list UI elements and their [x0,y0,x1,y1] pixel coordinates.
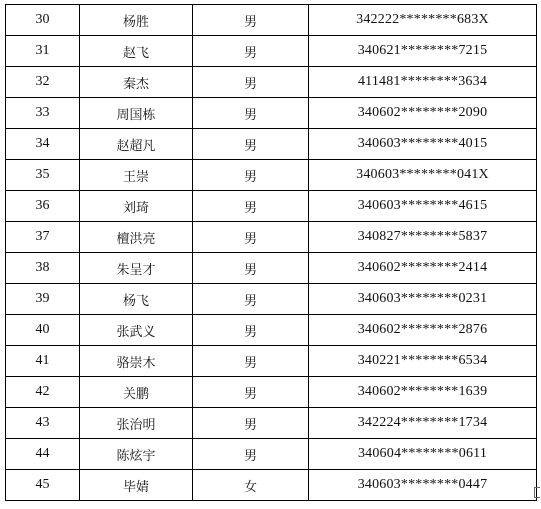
id-number-cell: 340221********6534 [309,346,537,377]
id-number-cell: 340603********4015 [309,129,537,160]
name-cell: 骆崇木 [80,346,193,377]
table-row [6,222,537,253]
name-cell: 张治明 [80,408,193,439]
page-edge-mark [534,487,540,498]
row-number-cell: 32 [6,67,80,98]
id-number-cell: 340604********0611 [309,439,537,470]
table-row [6,98,537,129]
gender-cell: 男 [193,284,309,315]
id-number-cell: 340602********2414 [309,253,537,284]
id-number-cell: 340603********4615 [309,191,537,222]
table-row [6,36,537,67]
gender-cell: 男 [193,129,309,160]
id-number-cell: 340621********7215 [309,36,537,67]
table-row [6,377,537,408]
table-row [6,191,537,222]
id-number-cell: 340603********0231 [309,284,537,315]
name-cell: 檀洪亮 [80,222,193,253]
row-number-cell: 43 [6,408,80,439]
gender-cell: 女 [193,470,309,501]
gender-cell: 男 [193,315,309,346]
id-number-cell: 340827********5837 [309,222,537,253]
id-number-cell: 340603********041X [309,160,537,191]
row-number-cell: 39 [6,284,80,315]
table-row [6,439,537,470]
id-number-cell: 342222********683X [309,5,537,36]
roster-body [6,5,537,501]
gender-cell: 男 [193,67,309,98]
table-row [6,67,537,98]
gender-cell: 男 [193,439,309,470]
name-cell: 陈炫宇 [80,439,193,470]
row-number-cell: 37 [6,222,80,253]
table-row [6,5,537,36]
gender-cell: 男 [193,253,309,284]
row-number-cell: 36 [6,191,80,222]
gender-cell: 男 [193,36,309,67]
gender-cell: 男 [193,98,309,129]
name-cell: 朱呈才 [80,253,193,284]
name-cell: 毕婧 [80,470,193,501]
roster-table [5,4,537,501]
name-cell: 赵超凡 [80,129,193,160]
id-number-cell: 340602********2090 [309,98,537,129]
gender-cell: 男 [193,5,309,36]
gender-cell: 男 [193,191,309,222]
table-row [6,470,537,501]
id-number-cell: 340603********0447 [309,470,537,501]
name-cell: 杨胜 [80,5,193,36]
table-row [6,253,537,284]
id-number-cell: 411481********3634 [309,67,537,98]
row-number-cell: 44 [6,439,80,470]
id-number-cell: 340602********2876 [309,315,537,346]
name-cell: 周国栋 [80,98,193,129]
table-row [6,408,537,439]
row-number-cell: 33 [6,98,80,129]
row-number-cell: 31 [6,36,80,67]
id-number-cell: 340602********1639 [309,377,537,408]
table-row [6,346,537,377]
gender-cell: 男 [193,160,309,191]
name-cell: 王崇 [80,160,193,191]
name-cell: 秦杰 [80,67,193,98]
table-row [6,315,537,346]
row-number-cell: 42 [6,377,80,408]
gender-cell: 男 [193,222,309,253]
gender-cell: 男 [193,377,309,408]
row-number-cell: 38 [6,253,80,284]
table-row [6,284,537,315]
name-cell: 赵飞 [80,36,193,67]
row-number-cell: 34 [6,129,80,160]
row-number-cell: 35 [6,160,80,191]
row-number-cell: 41 [6,346,80,377]
name-cell: 关鹏 [80,377,193,408]
row-number-cell: 40 [6,315,80,346]
id-number-cell: 342224********1734 [309,408,537,439]
row-number-cell: 45 [6,470,80,501]
table-row [6,160,537,191]
name-cell: 张武义 [80,315,193,346]
name-cell: 刘琦 [80,191,193,222]
gender-cell: 男 [193,346,309,377]
name-cell: 杨飞 [80,284,193,315]
table-row [6,129,537,160]
gender-cell: 男 [193,408,309,439]
row-number-cell: 30 [6,5,80,36]
